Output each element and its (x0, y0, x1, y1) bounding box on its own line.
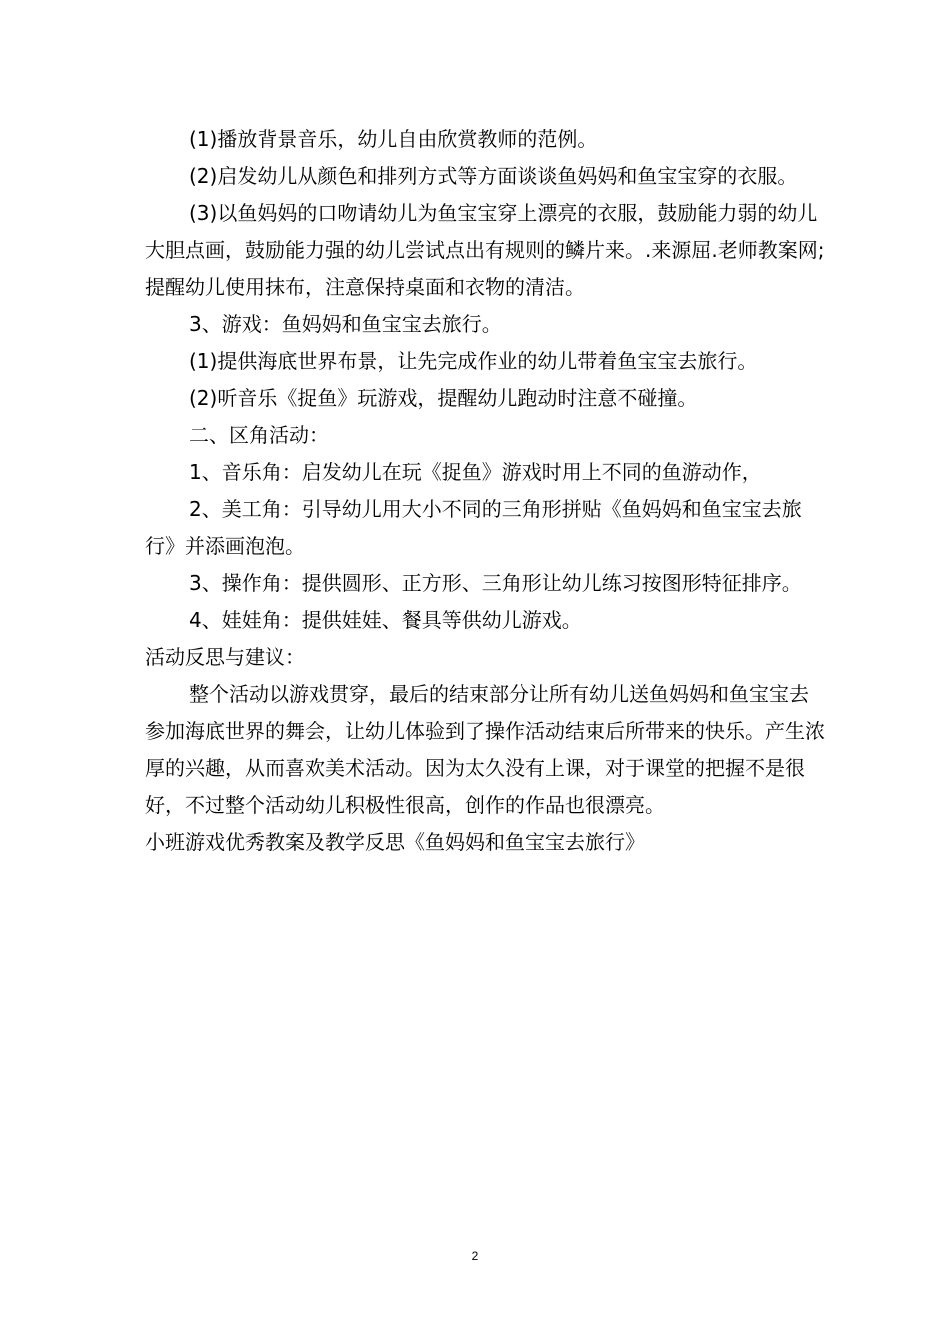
page-number: 2 (471, 1249, 479, 1263)
paragraph: (3)以鱼妈妈的口吻请幼儿为鱼宝宝穿上漂亮的衣服，鼓励能力弱的幼儿大胆点画，鼓励能力强的幼儿尝试点出有规则的鳞片来。.来源屈.老师教案网;提醒幼儿使用抹布，注意保持桌面和衣物的清洁。 (145, 201, 825, 299)
paragraph: (1)播放背景音乐，幼儿自由欣赏教师的范例。 (189, 127, 598, 151)
section-heading: 活动反思与建议： (145, 645, 305, 669)
section-heading: 二、区角活动： (189, 423, 329, 447)
paragraph: (2)启发幼儿从颜色和排列方式等方面谈谈鱼妈妈和鱼宝宝穿的衣服。 (189, 164, 798, 188)
paragraph: 1、音乐角：启发幼儿在玩《捉鱼》游戏时用上不同的鱼游动作， (189, 460, 762, 484)
paragraph: 整个活动以游戏贯穿，最后的结束部分让所有幼儿送鱼妈妈和鱼宝宝去参加海底世界的舞会，让幼儿体验到了操作活动结束后所带来的快乐。产生浓厚的兴趣，从而喜欢美术活动。因为太久没有上课，对于课堂的把握不是很好，不过整个活动幼儿积极性很高，创作的作品也很漂亮。 (145, 682, 825, 817)
paragraph: 3、操作角：提供圆形、正方形、三角形让幼儿练习按图形特征排序。 (189, 571, 802, 595)
paragraph: 2、美工角：引导幼儿用大小不同的三角形拼贴《鱼妈妈和鱼宝宝去旅行》并添画泡泡。 (145, 497, 802, 558)
paragraph: 4、娃娃角：提供娃娃、餐具等供幼儿游戏。 (189, 608, 582, 632)
paragraph: (2)听音乐《捉鱼》玩游戏，提醒幼儿跑动时注意不碰撞。 (189, 386, 698, 410)
document-body (145, 121, 825, 861)
document-title-line: 小班游戏优秀教案及教学反思《鱼妈妈和鱼宝宝去旅行》 (145, 830, 645, 854)
paragraph: 3、游戏：鱼妈妈和鱼宝宝去旅行。 (189, 312, 502, 336)
paragraph: (1)提供海底世界布景，让先完成作业的幼儿带着鱼宝宝去旅行。 (189, 349, 758, 373)
